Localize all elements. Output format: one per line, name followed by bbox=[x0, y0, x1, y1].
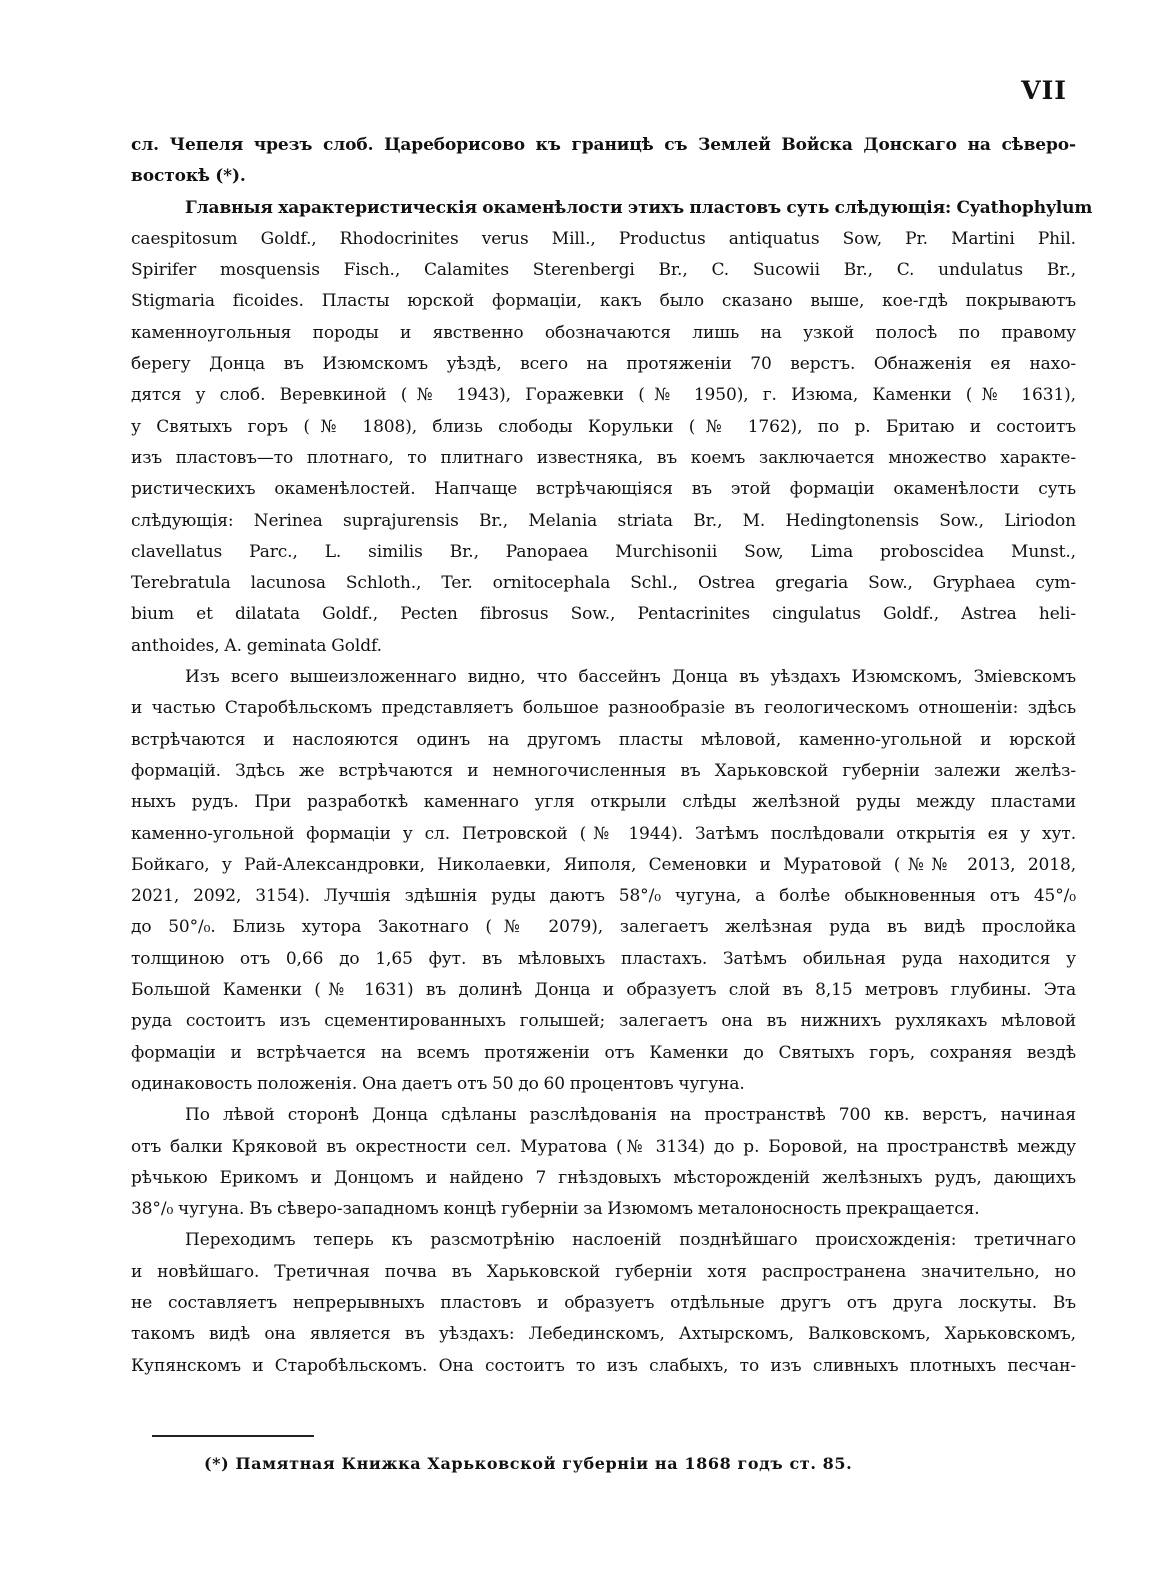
footnote: (*) Памятная Книжка Харьковской губерніи на 1868 годъ ст. 85. bbox=[204, 1454, 853, 1473]
text-line: одинаковость положенія. Она даетъ отъ 50 до 60 процентовъ чугуна. bbox=[131, 1073, 745, 1094]
text-line: и новѣйшаго. Третичная почва въ Харьковской губерніи хотя распространена значительно, но bbox=[131, 1261, 1076, 1282]
text-line: Купянскомъ и Старобѣльскомъ. Она состоитъ то изъ слабыхъ, то изъ сливныхъ плотныхъ песчан- bbox=[131, 1355, 1076, 1376]
text-line: отъ балки Кряковой въ окрестности сел. Муратова (№ 3134) до р. Боровой, на пространствѣ между bbox=[131, 1136, 1076, 1157]
page-number: VII bbox=[1021, 76, 1067, 105]
text-line: 38°/₀ чугуна. Въ сѣверо-западномъ концѣ губерніи за Изюмомъ металоносность прекращается. bbox=[131, 1199, 980, 1220]
text-line: слѣдующія: Nerinea suprajurensis Br., Melania striata Br., M. Hedingtonensis Sow., Liriodon bbox=[131, 510, 1076, 531]
text-line: рѣчькою Ерикомъ и Донцомъ и найдено 7 гнѣздовыхъ мѣсторожденій желѣзныхъ рудъ, дающихъ bbox=[131, 1167, 1076, 1188]
text-line: ныхъ рудъ. При разработкѣ каменнаго угля открыли слѣды желѣзной руды между пластами bbox=[131, 792, 1076, 813]
text-line: берегу Донца въ Изюмскомъ уѣздѣ, всего на протяженіи 70 верстъ. Обнаженія ея нахо- bbox=[131, 354, 1076, 375]
text-line: и частью Старобѣльскомъ представляетъ большое разнообразіе въ геологическомъ отношеніи: здѣсь bbox=[131, 698, 1076, 719]
body-text bbox=[131, 130, 1093, 1382]
text-line: Главныя характеристическія окаменѣлости этихъ пластовъ суть слѣдующія: Cyathophylum bbox=[185, 197, 1093, 218]
text-line: ристическихъ окаменѣлостей. Напчаще встрѣчающіяся въ этой формаціи окаменѣлости суть bbox=[131, 479, 1076, 500]
text-line: дятся у слоб. Веревкиной (№ 1943), Горажевки (№ 1950), г. Изюма, Каменки (№ 1631), bbox=[131, 385, 1076, 406]
text-line: Stigmaria ficoides. Пласты юрской формаціи, какъ было сказано выше, кое-гдѣ покрываютъ bbox=[131, 291, 1076, 312]
text-line: формацій. Здѣсь же встрѣчаются и немногочисленныя въ Харьковской губерніи залежи желѣз- bbox=[131, 760, 1076, 781]
text-line: Переходимъ теперь къ разсмотрѣнію наслоеній позднѣйшаго происхожденія: третичнаго bbox=[185, 1230, 1076, 1251]
text-line: изъ пластовъ—то плотнаго, то плитнаго известняка, въ коемъ заключается множество характе- bbox=[131, 447, 1076, 468]
text-line: сл. Чепеля чрезъ слоб. Цареборисово къ границѣ съ Землей Войска Донскаго на сѣверо- bbox=[131, 135, 1076, 155]
text-line: каменноугольныя породы и явственно обозначаются лишь на узкой полосѣ по правому bbox=[131, 322, 1076, 343]
text-line: По лѣвой сторонѣ Донца сдѣланы разслѣдованія на пространствѣ 700 кв. верстъ, начиная bbox=[185, 1105, 1076, 1126]
text-line: такомъ видѣ она является въ уѣздахъ: Лебединскомъ, Ахтырскомъ, Валковскомъ, Харьковскомъ, bbox=[131, 1324, 1076, 1345]
text-line: anthoides, A. geminata Goldf. bbox=[131, 635, 382, 656]
text-line: Изъ всего вышеизложеннаго видно, что бассейнъ Донца въ уѣздахъ Изюмскомъ, Зміевскомъ bbox=[185, 667, 1076, 688]
text-line: clavellatus Parc., L. similis Br., Panopaea Murchisonii Sow, Lima proboscidea Munst., bbox=[131, 541, 1076, 562]
text-line: caespitosum Goldf., Rhodocrinites verus Mill., Productus antiquatus Sow, Pr. Martini Phil. bbox=[131, 228, 1076, 249]
text-line: толщиною отъ 0,66 до 1,65 фут. въ мѣловыхъ пластахъ. Затѣмъ обильная руда находится у bbox=[131, 948, 1076, 969]
text-line: каменно-угольной формаціи у сл. Петровской (№ 1944). Затѣмъ послѣдовали открытія ея у хут. bbox=[131, 823, 1076, 844]
text-line: bium et dilatata Goldf., Pecten fibrosus Sow., Pentacrinites cingulatus Goldf., Astrea heli- bbox=[131, 604, 1076, 625]
text-line: формаціи и встрѣчается на всемъ протяженіи отъ Каменки до Святыхъ горъ, сохраняя вездѣ bbox=[131, 1042, 1076, 1063]
text-line: Бойкаго, у Рай-Александровки, Николаевки, Яиполя, Семеновки и Муратовой (№№ 2013, 2018, bbox=[131, 854, 1076, 875]
text-line: до 50°/₀. Близь хутора Закотнаго (№ 2079), залегаетъ желѣзная руда въ видѣ прослойка bbox=[131, 917, 1076, 938]
text-line: у Святыхъ горъ (№ 1808), близь слободы Корульки (№ 1762), по р. Бритаю и состоитъ bbox=[131, 416, 1076, 437]
text-line: 2021, 2092, 3154). Лучшія здѣшнія руды даютъ 58°/₀ чугуна, а болѣе обыкновенныя отъ 45°/₀ bbox=[131, 886, 1076, 907]
text-line: Terebratula lacunosa Schloth., Ter. ornitocephala Schl., Ostrea gregaria Sow., Gryphaea cym- bbox=[131, 573, 1076, 594]
text-line: не составляетъ непрерывныхъ пластовъ и образуетъ отдѣльные другъ отъ друга лоскуты. Въ bbox=[131, 1292, 1076, 1313]
text-line: востокѣ (*). bbox=[131, 166, 246, 187]
text-line: Большой Каменки (№ 1631) въ долинѣ Донца и образуетъ слой въ 8,15 метровъ глубины. Эта bbox=[131, 980, 1076, 1001]
text-line: руда состоитъ изъ сцементированныхъ голышей; залегаетъ она въ нижнихъ рухлякахъ мѣловой bbox=[131, 1011, 1076, 1032]
text-line: встрѣчаются и наслояются одинъ на другомъ пласты мѣловой, каменно-угольной и юрской bbox=[131, 729, 1076, 750]
text-line: Spirifer mosquensis Fisch., Calamites Sterenbergi Br., C. Sucowii Br., C. undulatus Br., bbox=[131, 260, 1076, 281]
footnote-divider bbox=[152, 1435, 314, 1437]
